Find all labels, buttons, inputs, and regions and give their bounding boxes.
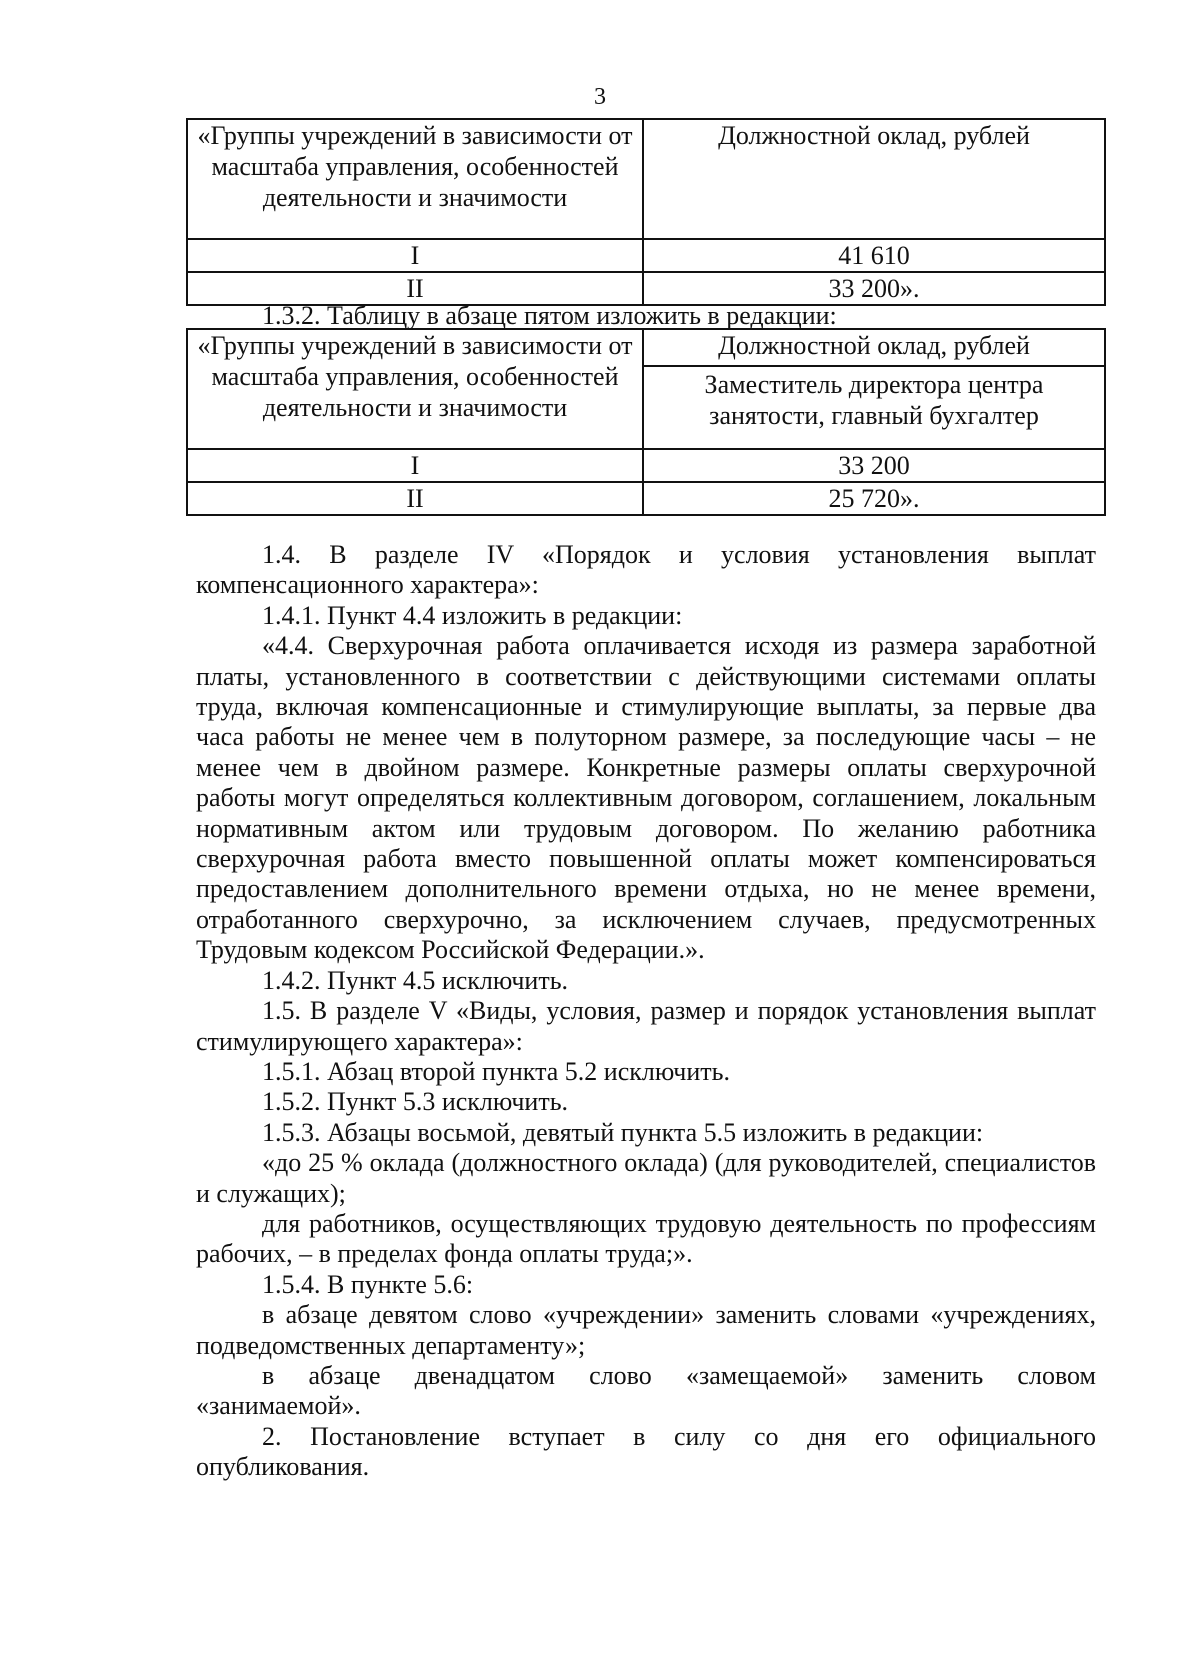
table-cell-group: II xyxy=(187,272,643,305)
table-row xyxy=(187,449,1105,482)
table-header-group: «Группы учреждений в зависимости от масштаба управления, особенностей деятельности и значимости xyxy=(187,329,643,449)
table-cell-salary: 33 200 xyxy=(643,449,1105,482)
salary-table-2 xyxy=(186,328,1106,516)
paragraph: 1.4.1. Пункт 4.4 изложить в редакции: xyxy=(262,600,683,630)
table-cell-group: I xyxy=(187,239,643,272)
table-header-row xyxy=(187,119,1105,239)
paragraph: 1.5.4. В пункте 5.6: xyxy=(262,1269,474,1299)
table-row xyxy=(187,482,1105,515)
table-header-row xyxy=(187,329,1105,449)
table-cell-salary: 41 610 xyxy=(643,239,1105,272)
table-cell-salary: 33 200». xyxy=(643,272,1105,305)
section-label-1-3-2: 1.3.2. Таблицу в абзаце пятом изложить в редакции: xyxy=(262,301,837,330)
table-header-salary-cell xyxy=(643,329,1105,449)
salary-table-1 xyxy=(186,118,1106,306)
table-cell-group: II xyxy=(187,482,643,515)
paragraph: 1.4. В разделе IV «Порядок и условия установления выплат компенсационного характера»: xyxy=(196,540,1096,600)
paragraph: 1.5. В разделе V «Виды, условия, размер и порядок установления выплат стимулирующего характера»: xyxy=(196,996,1096,1056)
paragraph: 1.4.2. Пункт 4.5 исключить. xyxy=(262,965,569,995)
paragraph: «до 25 % оклада (должностного оклада) (для руководителей, специалистов и служащих); xyxy=(196,1148,1096,1208)
paragraph: в абзаце девятом слово «учреждении» заменить словами «учреждениях, подведомственных департаменту»; xyxy=(196,1300,1096,1360)
document-body xyxy=(196,540,1096,1483)
paragraph: 1.5.3. Абзацы восьмой, девятый пункта 5.5 изложить в редакции: xyxy=(262,1117,984,1147)
page-number: 3 xyxy=(594,84,606,110)
paragraph: для работников, осуществляющих трудовую деятельность по профессиям рабочих, – в пределах фонда оплаты труда;». xyxy=(196,1208,1096,1269)
paragraph: 2. Постановление вступает в силу со дня его официального опубликования. xyxy=(196,1421,1096,1482)
paragraph: 1.5.1. Абзац второй пункта 5.2 исключить. xyxy=(262,1056,731,1086)
paragraph: в абзаце двенадцатом слово «замещаемой» заменить словом «занимаемой». xyxy=(196,1360,1096,1421)
table-cell-salary: 25 720». xyxy=(643,482,1105,515)
table-header-salary: Должностной оклад, рублей xyxy=(643,119,1105,239)
table-header-group: «Группы учреждений в зависимости от масштаба управления, особенностей деятельности и значимости xyxy=(187,119,643,239)
table-row xyxy=(187,239,1105,272)
table-cell-group: I xyxy=(187,449,643,482)
table-header-position: Заместитель директора центра занятости, главный бухгалтер xyxy=(644,365,1104,431)
paragraph: «4.4. Сверхурочная работа оплачивается исходя из размера заработной платы, установленного в соответствии с действующими системами оплаты труда, включая компенсационные и стимулирующие выплаты, за первые два часа работы не менее чем в полуторном размере, за последующие часы – не менее чем в двойном размере. Конкретные размеры оплаты сверхурочной работы могут определяться коллективным договором, соглашением, локальным нормативным актом или трудовым договором. По желанию работника сверхурочная работа вместо повышенной оплаты может компенсироваться предоставлением дополнительного времени отдыха, но не менее времени, отработанного сверхурочно, за исключением случаев, предусмотренных Трудовым кодексом Российской Федерации.». xyxy=(196,631,1096,965)
paragraph: 1.5.2. Пункт 5.3 исключить. xyxy=(262,1087,569,1117)
table-header-salary: Должностной оклад, рублей xyxy=(718,331,1030,360)
